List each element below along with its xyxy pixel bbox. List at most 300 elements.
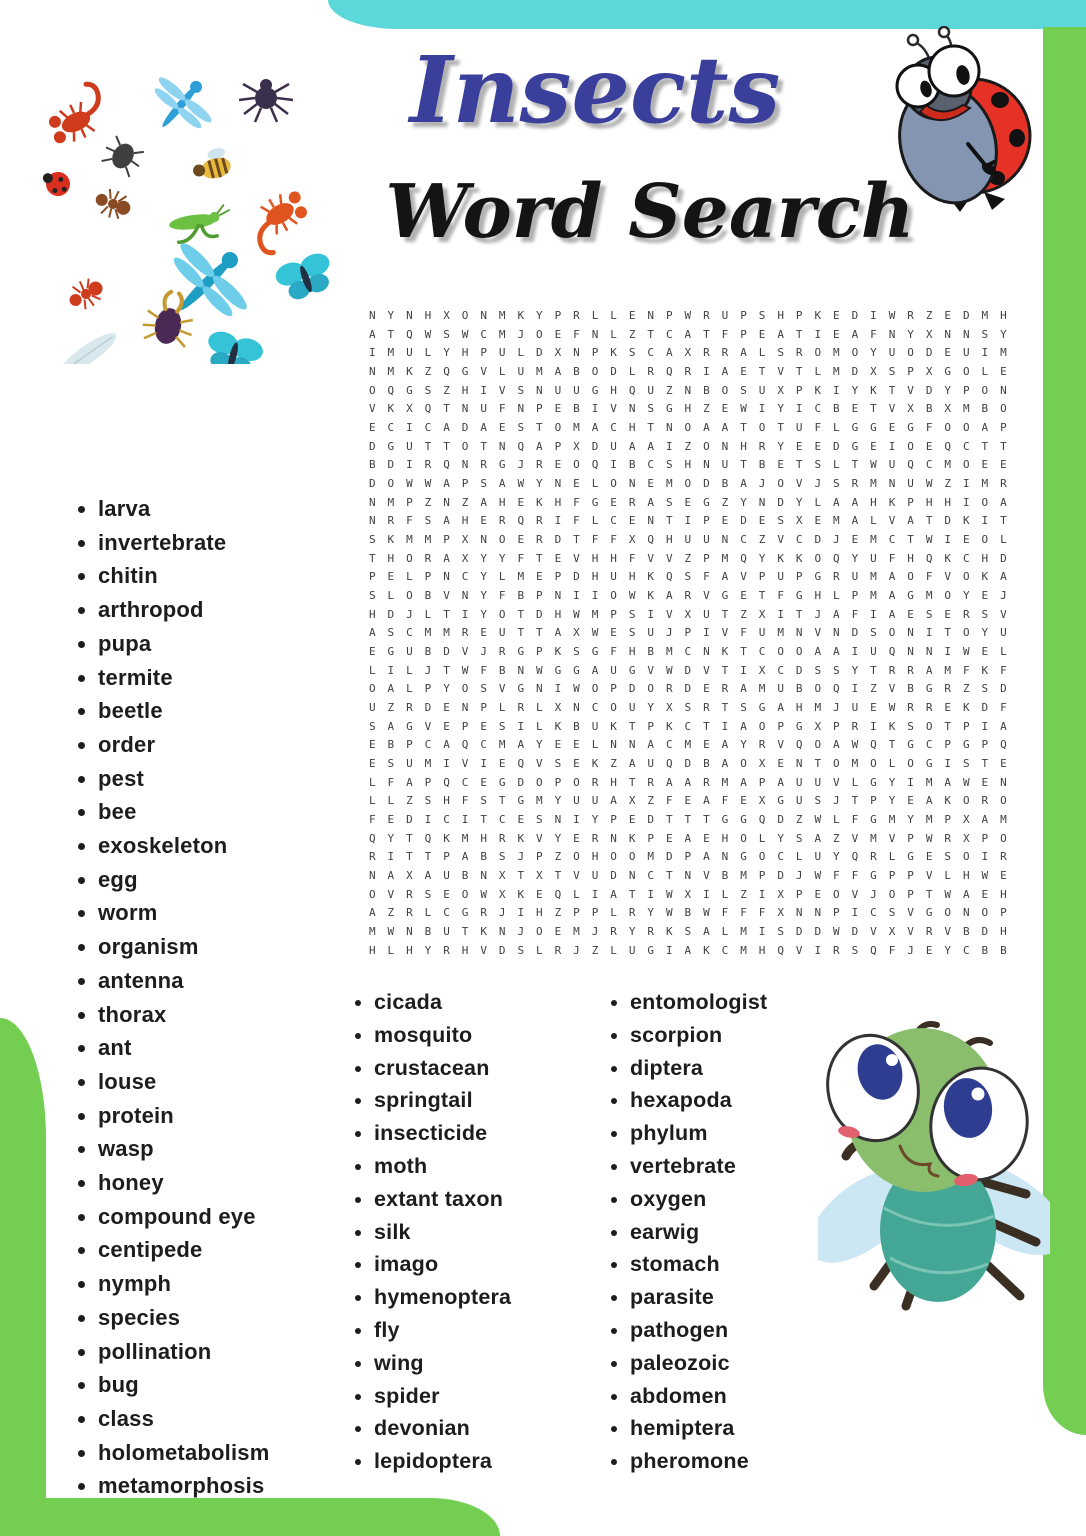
grid-cell: W <box>591 626 599 640</box>
grid-cell: Y <box>962 588 970 602</box>
grid-cell: L <box>368 775 376 789</box>
grid-cell: X <box>573 626 580 640</box>
grid-cell: F <box>851 868 859 882</box>
grid-cell: T <box>628 719 636 733</box>
grid-cell: N <box>536 383 543 397</box>
grid-cell: F <box>573 327 580 341</box>
grid-cell: S <box>480 794 487 808</box>
grid-cell: C <box>721 943 729 957</box>
grid-cell: T <box>1000 514 1007 528</box>
grid-cell: O <box>758 850 766 864</box>
grid-cell: L <box>406 663 413 677</box>
grid-cell: G <box>517 682 525 696</box>
grid-cell: I <box>814 943 822 957</box>
grid-cell: I <box>981 719 989 733</box>
grid-cell: B <box>795 682 803 696</box>
grid-cell: Z <box>387 700 395 714</box>
grid-cell: M <box>721 551 729 565</box>
grid-cell: P <box>888 868 896 882</box>
word-list-item: • pollination <box>98 1335 270 1369</box>
grid-cell: T <box>647 420 655 434</box>
grid-cell: L <box>591 514 599 528</box>
grid-cell: D <box>368 439 376 453</box>
grid-cell: P <box>443 532 450 546</box>
grid-cell: Y <box>647 700 655 714</box>
grid-cell: E <box>888 420 896 434</box>
grid-cell: J <box>907 943 914 957</box>
grid-cell: N <box>573 346 580 360</box>
grid-cell: V <box>461 756 469 770</box>
grid-cell: R <box>554 943 562 957</box>
grid-cell: T <box>684 812 692 826</box>
grid-cell: D <box>777 495 784 509</box>
word-list-item: • class <box>98 1402 270 1436</box>
grid-cell: A <box>443 476 450 490</box>
grid-cell: N <box>795 756 803 770</box>
grid-cell: S <box>777 346 784 360</box>
grid-cell: K <box>591 756 599 770</box>
grid-cell: T <box>665 812 673 826</box>
grid-cell: I <box>870 719 877 733</box>
grid-cell: E <box>944 607 952 621</box>
grid-cell: P <box>424 775 432 789</box>
grid-cell: O <box>814 682 822 696</box>
grid-cell: E <box>573 756 580 770</box>
grid-cell: G <box>498 458 506 472</box>
grid-cell: R <box>610 925 617 938</box>
grid-cell: P <box>1000 906 1007 920</box>
grid-cell: N <box>944 327 952 341</box>
word-list-item: • metamorphosis <box>98 1469 270 1503</box>
grid-cell: T <box>721 663 729 677</box>
grid-cell: S <box>740 700 747 714</box>
grid-cell: A <box>480 495 487 509</box>
grid-cell: F <box>721 327 729 341</box>
grid-cell: A <box>368 906 376 920</box>
grid-cell: Y <box>777 439 784 453</box>
grid-cell: M <box>1000 812 1007 826</box>
grid-cell: W <box>573 682 580 696</box>
grid-cell: Q <box>888 644 896 658</box>
grid-cell: F <box>406 514 413 528</box>
grid-cell: Z <box>962 682 970 696</box>
grid-cell: M <box>870 831 877 845</box>
grid-cell: N <box>684 868 692 882</box>
grid-cell: F <box>1000 700 1007 714</box>
grid-cell: G <box>962 738 970 752</box>
grid-cell: N <box>480 308 487 322</box>
grid-cell: I <box>962 495 970 509</box>
grid-cell: N <box>554 476 562 490</box>
grid-cell: F <box>665 794 673 808</box>
grid-cell: V <box>777 738 784 752</box>
grid-cell: A <box>1000 495 1007 509</box>
word-list-item: • beetle <box>98 694 270 728</box>
word-list-item: • parasite <box>630 1281 767 1314</box>
grid-cell: R <box>795 346 803 360</box>
grid-cell: U <box>498 626 506 640</box>
grid-cell: A <box>424 868 432 882</box>
grid-cell: D <box>740 514 747 528</box>
grid-cell: J <box>480 644 487 658</box>
grid-cell: J <box>517 327 525 341</box>
grid-cell: S <box>517 420 525 434</box>
grid-cell: N <box>962 327 970 341</box>
grid-cell: N <box>1000 383 1007 397</box>
grid-cell: Y <box>628 925 636 938</box>
grid-cell: V <box>777 532 784 546</box>
grid-cell: A <box>1000 719 1007 733</box>
grid-cell: W <box>833 925 840 938</box>
grid-cell: R <box>684 588 692 602</box>
grid-row <box>363 474 1013 493</box>
grid-cell: I <box>814 327 822 341</box>
grid-cell: F <box>721 794 729 808</box>
grid-cell: N <box>795 906 803 920</box>
grid-cell: V <box>461 644 469 658</box>
grid-cell: L <box>758 346 766 360</box>
grid-cell: V <box>851 831 859 845</box>
grid-cell: I <box>944 756 952 770</box>
grid-cell: F <box>814 420 822 434</box>
grid-cell: X <box>795 514 803 528</box>
grid-cell: S <box>387 626 395 640</box>
grid-cell: P <box>591 906 599 920</box>
grid-cell: Y <box>795 495 803 509</box>
grid-cell: B <box>573 719 580 733</box>
grid-cell: K <box>721 644 729 658</box>
grid-cell: G <box>461 906 469 920</box>
grid-cell: A <box>777 775 784 789</box>
grid-cell: E <box>740 364 747 378</box>
grid-row <box>363 605 1013 624</box>
grid-cell: M <box>851 756 859 770</box>
grid-cell: Y <box>480 588 487 602</box>
grid-cell: E <box>387 812 395 826</box>
grid-cell: V <box>665 607 673 621</box>
grid-cell: N <box>628 738 636 752</box>
grid-cell: E <box>721 402 729 416</box>
grid-row <box>363 904 1013 923</box>
grid-cell: A <box>721 420 729 434</box>
word-list-item: • devonian <box>374 1412 511 1445</box>
grid-cell: N <box>443 570 450 584</box>
word-list-column-3 <box>602 986 767 1478</box>
grid-cell: A <box>554 626 562 640</box>
grid-cell: T <box>406 831 413 845</box>
grid-cell: X <box>907 402 914 416</box>
grid-cell: O <box>870 756 877 770</box>
grid-row <box>363 493 1013 512</box>
grid-cell: E <box>480 626 487 640</box>
grid-cell: E <box>1000 756 1007 770</box>
grid-cell: N <box>703 458 710 472</box>
grid-cell: X <box>944 402 952 416</box>
grid-cell: L <box>406 682 413 696</box>
grid-cell: U <box>443 868 450 882</box>
grid-cell: Y <box>758 551 766 565</box>
grid-cell: V <box>647 551 655 565</box>
grid-cell: Q <box>591 458 599 472</box>
grid-cell: C <box>814 402 822 416</box>
grid-cell: A <box>628 756 636 770</box>
grid-cell: M <box>498 327 506 341</box>
grid-cell: P <box>907 495 914 509</box>
grid-cell: V <box>795 943 803 957</box>
word-list-item: • crustacean <box>374 1052 511 1085</box>
grid-cell: V <box>870 925 877 938</box>
grid-cell: K <box>888 495 896 509</box>
grid-cell: G <box>740 850 747 864</box>
grid-cell: O <box>981 495 989 509</box>
grid-cell: P <box>406 738 413 752</box>
grid-row <box>363 922 1013 941</box>
grid-cell: E <box>517 532 525 546</box>
grid-cell: A <box>981 812 989 826</box>
grid-cell: U <box>962 346 970 360</box>
grid-cell: W <box>740 402 747 416</box>
grid-cell: O <box>962 458 970 472</box>
grid-cell: C <box>665 738 673 752</box>
grid-cell: Z <box>740 887 747 901</box>
grid-cell: K <box>536 495 543 509</box>
grid-cell: V <box>665 551 673 565</box>
grid-cell: A <box>610 794 617 808</box>
grid-cell: L <box>368 663 376 677</box>
grid-cell: E <box>907 794 914 808</box>
grid-cell: W <box>461 327 469 341</box>
grid-cell: N <box>647 514 655 528</box>
grid-cell: X <box>777 906 784 920</box>
grid-cell: U <box>406 346 413 360</box>
grid-cell: G <box>907 588 914 602</box>
grid-cell: T <box>647 327 655 341</box>
grid-cell: V <box>925 868 933 882</box>
grid-cell: A <box>368 626 376 640</box>
grid-cell: T <box>758 588 766 602</box>
grid-cell: A <box>888 607 896 621</box>
grid-row <box>363 549 1013 568</box>
grid-cell: Z <box>387 906 395 920</box>
grid-cell: I <box>591 887 599 901</box>
grid-cell: D <box>1000 551 1007 565</box>
grid-cell: E <box>981 644 989 658</box>
grid-cell: A <box>554 364 562 378</box>
grid-cell: N <box>368 308 376 322</box>
grid-cell: A <box>387 682 395 696</box>
grid-cell: L <box>628 364 636 378</box>
grid-cell: S <box>870 626 877 640</box>
grid-cell: K <box>554 719 562 733</box>
grid-cell: M <box>443 626 450 640</box>
grid-cell: Z <box>944 476 952 490</box>
grid-cell: T <box>795 327 803 341</box>
word-list-item: • silk <box>374 1216 511 1249</box>
grid-cell: N <box>443 495 450 509</box>
grid-cell: Y <box>387 308 395 322</box>
grid-cell: J <box>870 887 877 901</box>
grid-cell: S <box>684 570 692 584</box>
grid-cell: L <box>424 607 432 621</box>
grid-cell: S <box>833 476 840 490</box>
grid-cell: L <box>833 458 840 472</box>
word-list-item: • pupa <box>98 627 270 661</box>
grid-cell: P <box>554 570 562 584</box>
grid-cell: A <box>851 495 859 509</box>
grid-cell: E <box>480 775 487 789</box>
grid-cell: N <box>368 364 376 378</box>
grid-cell: A <box>851 327 859 341</box>
grid-cell: P <box>944 738 952 752</box>
grid-cell: R <box>498 514 506 528</box>
grid-cell: S <box>684 700 692 714</box>
grid-cell: M <box>833 514 840 528</box>
grid-cell: X <box>461 532 469 546</box>
grid-cell: S <box>888 906 896 920</box>
grid-cell: M <box>498 308 506 322</box>
grid-cell: A <box>851 514 859 528</box>
grid-cell: O <box>907 570 914 584</box>
grid-cell: U <box>610 663 617 677</box>
grid-cell: S <box>628 626 636 640</box>
grid-cell: M <box>665 644 673 658</box>
grid-cell: H <box>870 495 877 509</box>
grid-cell: N <box>628 868 636 882</box>
grid-cell: E <box>554 327 562 341</box>
grid-cell: O <box>573 458 580 472</box>
grid-cell: E <box>925 850 933 864</box>
grid-cell: N <box>368 495 376 509</box>
grid-cell: S <box>981 327 989 341</box>
grid-cell: O <box>833 756 840 770</box>
grid-row <box>363 437 1013 456</box>
grid-cell: T <box>703 812 710 826</box>
grid-cell: L <box>536 943 543 957</box>
grid-cell: Z <box>610 756 617 770</box>
grid-cell: T <box>703 327 710 341</box>
grid-cell: T <box>758 364 766 378</box>
grid-cell: O <box>851 346 859 360</box>
grid-cell: O <box>406 551 413 565</box>
grid-cell: A <box>703 420 710 434</box>
grid-cell: H <box>758 943 766 957</box>
grid-cell: M <box>740 943 747 957</box>
word-list-item: • mosquito <box>374 1019 511 1052</box>
grid-cell: E <box>554 551 562 565</box>
grid-cell: U <box>517 364 525 378</box>
grid-cell: O <box>368 383 376 397</box>
grid-cell: D <box>443 644 450 658</box>
grid-row <box>363 623 1013 642</box>
grid-cell: U <box>1000 626 1007 640</box>
grid-cell: Q <box>777 943 784 957</box>
grid-cell: Y <box>740 495 747 509</box>
grid-cell: O <box>610 476 617 490</box>
grid-cell: H <box>925 495 933 509</box>
grid-cell: I <box>870 607 877 621</box>
grid-cell: I <box>443 756 450 770</box>
grid-cell: T <box>740 458 747 472</box>
grid-cell: I <box>387 663 395 677</box>
grid-cell: K <box>981 570 989 584</box>
grid-cell: E <box>703 831 710 845</box>
word-list-item: • chitin <box>98 559 270 593</box>
grid-cell: D <box>517 775 525 789</box>
grid-cell: K <box>814 383 822 397</box>
grid-cell: R <box>907 663 914 677</box>
grid-cell: D <box>498 943 506 957</box>
grid-cell: U <box>573 794 580 808</box>
grid-cell: S <box>647 402 655 416</box>
grid-cell: K <box>517 831 525 845</box>
grid-cell: H <box>406 943 413 957</box>
grid-cell: X <box>814 719 822 733</box>
grid-cell: A <box>443 551 450 565</box>
grid-cell: A <box>647 738 655 752</box>
grid-cell: M <box>536 794 543 808</box>
grid-cell: X <box>888 925 896 938</box>
grid-cell: E <box>573 476 580 490</box>
grid-cell: E <box>554 925 562 938</box>
grid-cell: E <box>795 439 803 453</box>
grid-cell: J <box>758 476 766 490</box>
grid-cell: S <box>907 719 914 733</box>
grid-cell: T <box>424 850 432 864</box>
grid-cell: E <box>610 495 617 509</box>
grid-cell: R <box>758 439 766 453</box>
grid-cell: M <box>591 607 599 621</box>
grid-cell: N <box>461 588 469 602</box>
grid-cell: N <box>406 308 413 322</box>
grid-cell: P <box>833 719 840 733</box>
grid-cell: T <box>573 532 580 546</box>
grid-cell: I <box>703 887 710 901</box>
grid-cell: E <box>628 514 636 528</box>
grid-cell: U <box>758 626 766 640</box>
grid-row <box>363 567 1013 586</box>
grid-cell: D <box>851 364 859 378</box>
grid-cell: U <box>888 346 896 360</box>
grid-cell: I <box>703 626 710 640</box>
grid-cell: X <box>758 607 766 621</box>
grid-cell: E <box>981 775 989 789</box>
grid-cell: N <box>554 588 562 602</box>
grid-cell: N <box>814 906 822 920</box>
insect-pattern-image <box>28 64 330 364</box>
grid-cell: F <box>387 775 395 789</box>
grid-cell: T <box>795 458 803 472</box>
grid-cell: L <box>833 588 840 602</box>
grid-cell: T <box>480 439 487 453</box>
grid-cell: G <box>387 439 395 453</box>
grid-cell: A <box>740 476 747 490</box>
grid-row <box>363 679 1013 698</box>
grid-cell: C <box>443 812 450 826</box>
grid-row <box>363 717 1013 736</box>
grid-cell: B <box>684 906 692 920</box>
grid-cell: D <box>814 925 822 938</box>
grid-cell: L <box>888 756 896 770</box>
grid-cell: V <box>573 868 580 882</box>
grid-row <box>363 791 1013 810</box>
grid-cell: L <box>814 364 822 378</box>
grid-cell: P <box>443 850 450 864</box>
grid-cell: X <box>498 887 506 901</box>
grid-cell: U <box>591 868 599 882</box>
grid-cell: I <box>703 364 710 378</box>
grid-cell: P <box>591 346 599 360</box>
grid-cell: R <box>647 925 655 938</box>
